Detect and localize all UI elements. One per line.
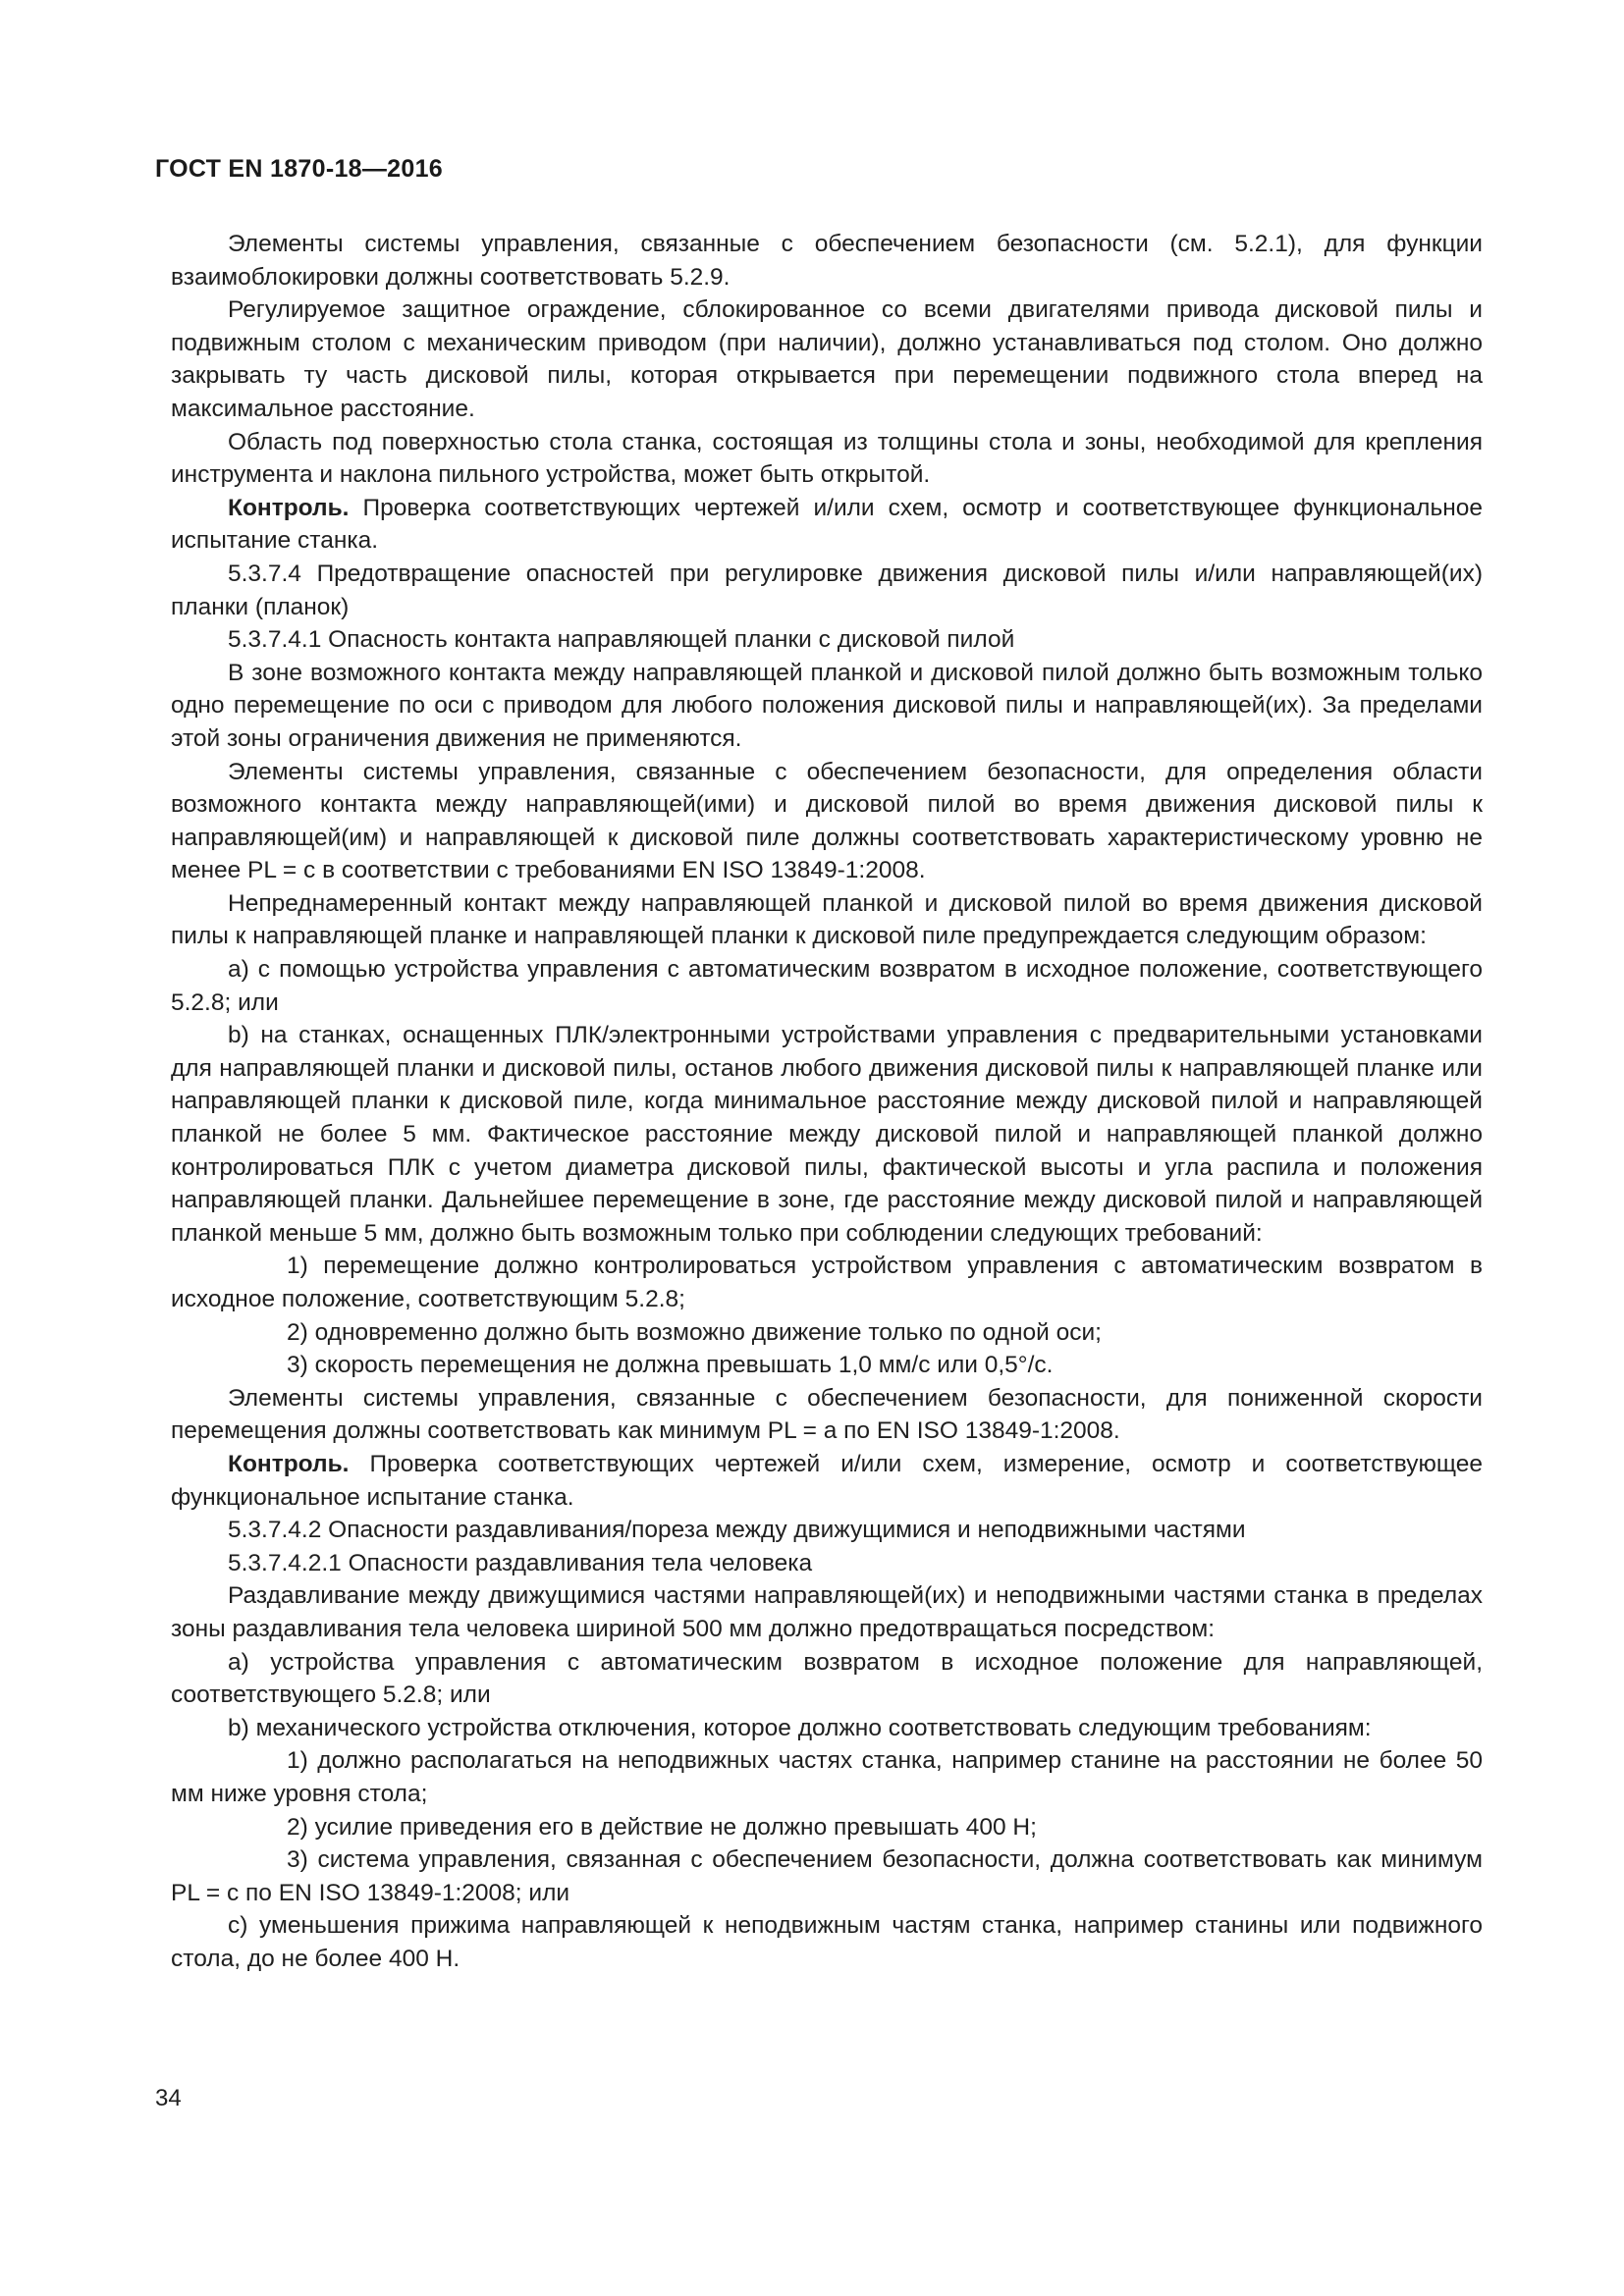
paragraph: В зоне возможного контакта между направляющей планкой и дисковой пилой должно быть возможным только одно перемещение по оси с приводом для любого положения дисковой пилы и направляющей(их). За пределами этой зоны ограничения движения не применяются.: [171, 659, 1483, 752]
section-heading: 5.3.7.4.2.1 Опасности раздавливания тела человека: [228, 1549, 813, 1576]
paragraph: Непреднамеренный контакт между направляющей планкой и дисковой пилой во время движения дисковой пилы к направляющей планке и направляющей планки к дисковой пиле предупреждается следующим образом:: [171, 889, 1483, 950]
page-number: 34: [155, 2085, 182, 2111]
sub-list-item: 3) скорость перемещения не должна превышать 1,0 мм/с или 0,5°/с.: [287, 1352, 1054, 1379]
sub-list-item: 3) система управления, связанная с обеспечением безопасности, должна соответствовать как минимум PL = c по EN ISO 13849-1:2008; или: [171, 1846, 1483, 1906]
sub-list-item: 1) перемещение должно контролироваться устройством управления с автоматическим возвратом в исходное положение, соответствующим 5.2.8;: [171, 1253, 1483, 1312]
paragraph: Раздавливание между движущимися частями направляющей(их) и неподвижными частями станка в пределах зоны раздавливания тела человека шириной 500 мм должно предотвращаться посредством:: [171, 1582, 1483, 1642]
paragraph: Элементы системы управления, связанные с обеспечением безопасности, для определения области возможного контакта между направляющей(ими) и дисковой пилой во время движения дисковой пилы к направляющей(им) и направляющей к дисковой пиле должны соответствовать характеристическому уровню не менее PL = c в соответствии с требованиями EN ISO 13849-1:2008.: [171, 758, 1483, 884]
list-item: c) уменьшения прижима направляющей к неподвижным частям станка, например станины или подвижного стола, до не более 400 Н.: [171, 1912, 1483, 1972]
control-text: Проверка соответствующих чертежей и/или схем, осмотр и соответствующее функциональное испытание станка.: [171, 494, 1483, 555]
paragraph: Область под поверхностью стола станка, состоящая из толщины стола и зоны, необходимой для крепления инструмента и наклона пильного устройства, может быть открытой.: [171, 428, 1483, 489]
section-heading: 5.3.7.4 Предотвращение опасностей при регулировке движения дисковой пилы и/или направляющей(их) планки (планок): [171, 560, 1483, 620]
document-body: [171, 228, 1483, 1975]
paragraph: Элементы системы управления, связанные с обеспечением безопасности, для пониженной скорости перемещения должны соответствовать как минимум PL = a по EN ISO 13849-1:2008.: [171, 1384, 1483, 1445]
control-text: Проверка соответствующих чертежей и/или схем, измерение, осмотр и соответствующее функциональное испытание станка.: [171, 1450, 1483, 1511]
control-label: Контроль.: [228, 494, 350, 521]
list-item: a) устройства управления с автоматическим возвратом в исходное положение для направляющей, соответствующего 5.2.8; или: [171, 1648, 1483, 1709]
control-label: Контроль.: [228, 1450, 350, 1477]
control-paragraph: [171, 492, 1483, 558]
list-item: b) механического устройства отключения, которое должно соответствовать следующим требованиям:: [228, 1714, 1372, 1741]
list-item: b) на станках, оснащенных ПЛК/электронными устройствами управления с предварительными установками для направляющей планки и дисковой пилы, останов любого движения дисковой пилы к направляющей планке или направляющей планки к дисковой пиле, когда минимальное расстояние между дисковой пилой и направляющей планкой не более 5 мм. Фактическое расстояние между дисковой пилой и направляющей планкой должно контролироваться ПЛК с учетом диаметра дисковой пилы, фактической высоты и угла распила и положения направляющей планки. Дальнейшее перемещение в зоне, где расстояние между дисковой пилой и направляющей планкой меньше 5 мм, должно быть возможным только при соблюдении следующих требований:: [171, 1022, 1483, 1247]
control-paragraph: [171, 1448, 1483, 1514]
section-heading: 5.3.7.4.1 Опасность контакта направляющей планки с дисковой пилой: [228, 626, 1015, 654]
document-header-title: ГОСТ EN 1870-18—2016: [155, 155, 443, 183]
paragraph: Регулируемое защитное ограждение, сблокированное со всеми двигателями привода дисковой пилы и подвижным столом с механическим приводом (при наличии), должно устанавливаться под столом. Оно должно закрывать ту часть дисковой пилы, которая открывается при перемещении подвижного стола вперед на максимальное расстояние.: [171, 296, 1483, 422]
sub-list-item: 1) должно располагаться на неподвижных частях станка, например станине на расстоянии не более 50 мм ниже уровня стола;: [171, 1747, 1483, 1807]
section-heading: 5.3.7.4.2 Опасности раздавливания/пореза между движущимися и неподвижными частями: [228, 1517, 1246, 1544]
sub-list-item: 2) одновременно должно быть возможно движение только по одной оси;: [287, 1318, 1102, 1346]
paragraph: Элементы системы управления, связанные с обеспечением безопасности (см. 5.2.1), для функции взаимоблокировки должны соответствовать 5.2.9.: [171, 231, 1483, 291]
list-item: a) с помощью устройства управления с автоматическим возвратом в исходное положение, соответствующего 5.2.8; или: [171, 956, 1483, 1016]
sub-list-item: 2) усилие приведения его в действие не должно превышать 400 Н;: [287, 1813, 1037, 1841]
